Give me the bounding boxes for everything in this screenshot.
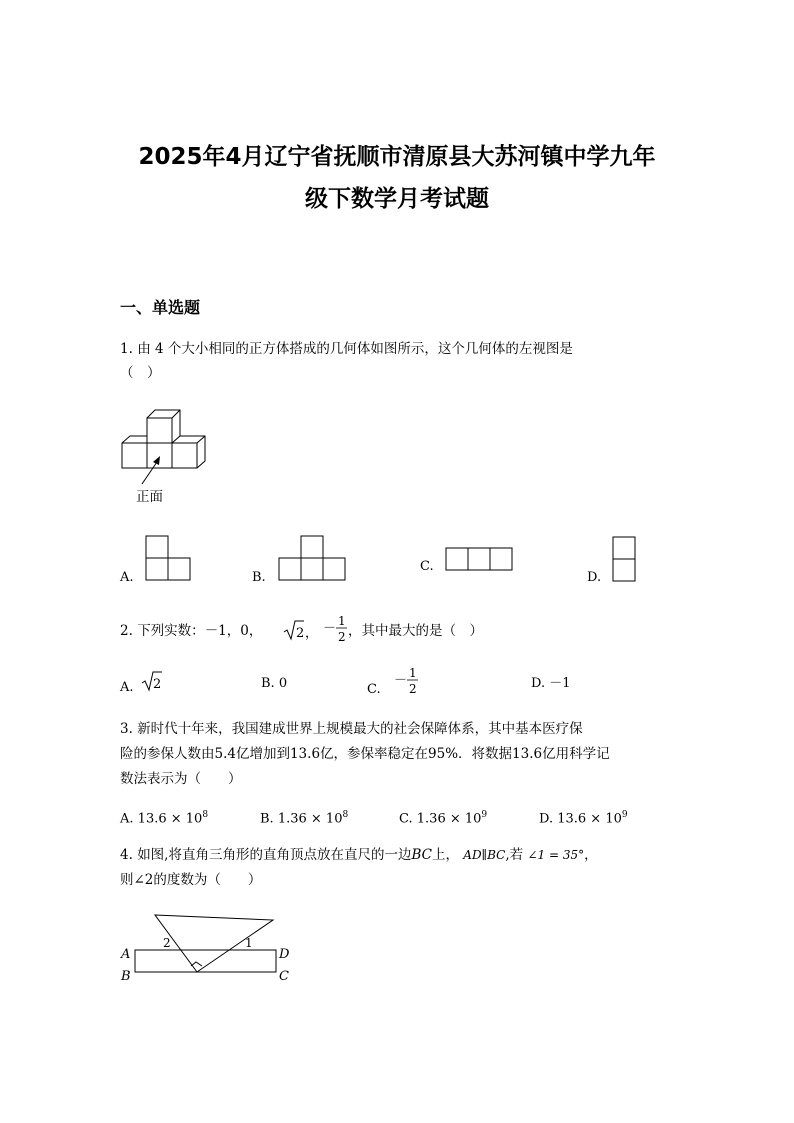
question-3-line3: 数法表示为（ ） xyxy=(120,771,242,787)
option-label: D. xyxy=(539,811,554,827)
angle-1-label: 1 xyxy=(245,936,253,950)
question-number: 2. xyxy=(120,623,133,639)
question-number: 3. xyxy=(120,721,133,737)
option-mantissa: 13.6 × 10 xyxy=(557,811,622,827)
label-a: A xyxy=(121,947,131,962)
segment-bc: BC xyxy=(411,847,432,863)
question-body-cont: ,若 xyxy=(505,847,524,863)
option-d-label: D. xyxy=(587,570,602,585)
q2-option-c-label: C. xyxy=(367,682,381,697)
q2-option-a-label: A. xyxy=(120,680,134,695)
frac-num: 1 xyxy=(409,666,417,680)
question-body-cont: ， xyxy=(584,847,598,863)
option-label: D. xyxy=(531,676,546,691)
ruler xyxy=(135,950,276,972)
angle-condition: ∠1 = 35° xyxy=(527,848,585,862)
separator: ， xyxy=(305,626,319,641)
frac-den: 2 xyxy=(338,630,346,644)
question-4-line2: 则∠2的度数为（ ） xyxy=(120,872,262,888)
frac-num: 1 xyxy=(338,614,346,628)
question-body: 新时代十年来，我国建成世界上规模最大的社会保障体系，其中基本医疗保 xyxy=(137,721,583,737)
neg-sign: － xyxy=(323,621,337,636)
angle-2-label: 2 xyxy=(163,936,171,950)
question-body-cont: 上， xyxy=(432,847,459,863)
frac-den: 2 xyxy=(409,682,417,696)
option-mantissa: 1.36 × 10 xyxy=(277,811,343,827)
option-label: B. xyxy=(261,676,275,691)
number-zero: 0， xyxy=(240,623,263,639)
number-neg-one: －1， xyxy=(204,623,241,639)
sqrt-radicand: 2 xyxy=(296,626,305,641)
question-number: 1. xyxy=(120,341,133,357)
label-c: C xyxy=(279,969,289,984)
question-1-bracket: （ ） xyxy=(120,365,161,381)
option-a-label: A. xyxy=(120,570,134,585)
option-label: A. xyxy=(120,811,134,827)
option-label: B. xyxy=(260,811,274,827)
page-title-line2: 级下数学月考试题 xyxy=(305,186,489,212)
option-exponent: 9 xyxy=(481,810,488,820)
option-c-label: C. xyxy=(420,559,434,574)
option-exponent: 9 xyxy=(621,810,628,820)
option-value: 0 xyxy=(278,676,288,691)
parallel-condition: AD∥BC xyxy=(463,848,506,862)
question-body: 下列实数： xyxy=(137,623,205,639)
front-label: 正面 xyxy=(136,489,163,505)
option-mantissa: 13.6 × 10 xyxy=(137,811,203,827)
question-2-end: ，其中最大的是（ ） xyxy=(348,623,483,639)
question-3-line2: 险的参保人数由5.4亿增加到13.6亿，参保率稳定在95%．将数据13.6亿用科学记 xyxy=(120,746,610,762)
option-exponent: 8 xyxy=(342,810,349,820)
option-b-label: B. xyxy=(252,570,266,585)
label-b: B xyxy=(121,969,131,984)
right-triangle xyxy=(155,915,273,972)
option-exponent: 8 xyxy=(202,810,209,820)
option-label: C. xyxy=(399,811,413,827)
page-title-line1: 2025年4月辽宁省抚顺市清原县大苏河镇中学九年 xyxy=(138,144,656,170)
option-value: －1 xyxy=(549,676,571,691)
neg-sign: － xyxy=(394,673,408,688)
radicand: 2 xyxy=(153,677,162,692)
question-number: 4. xyxy=(120,847,133,863)
section-title: 一、单选题 xyxy=(120,298,201,317)
option-mantissa: 1.36 × 10 xyxy=(416,811,482,827)
question-body: 由 4 个大小相同的正方体搭成的几何体如图所示，这个几何体的左视图是 xyxy=(137,341,573,357)
question-body: 如图,将直角三角形的直角顶点放在直尺的一边 xyxy=(137,847,412,863)
label-d: D xyxy=(279,947,290,962)
